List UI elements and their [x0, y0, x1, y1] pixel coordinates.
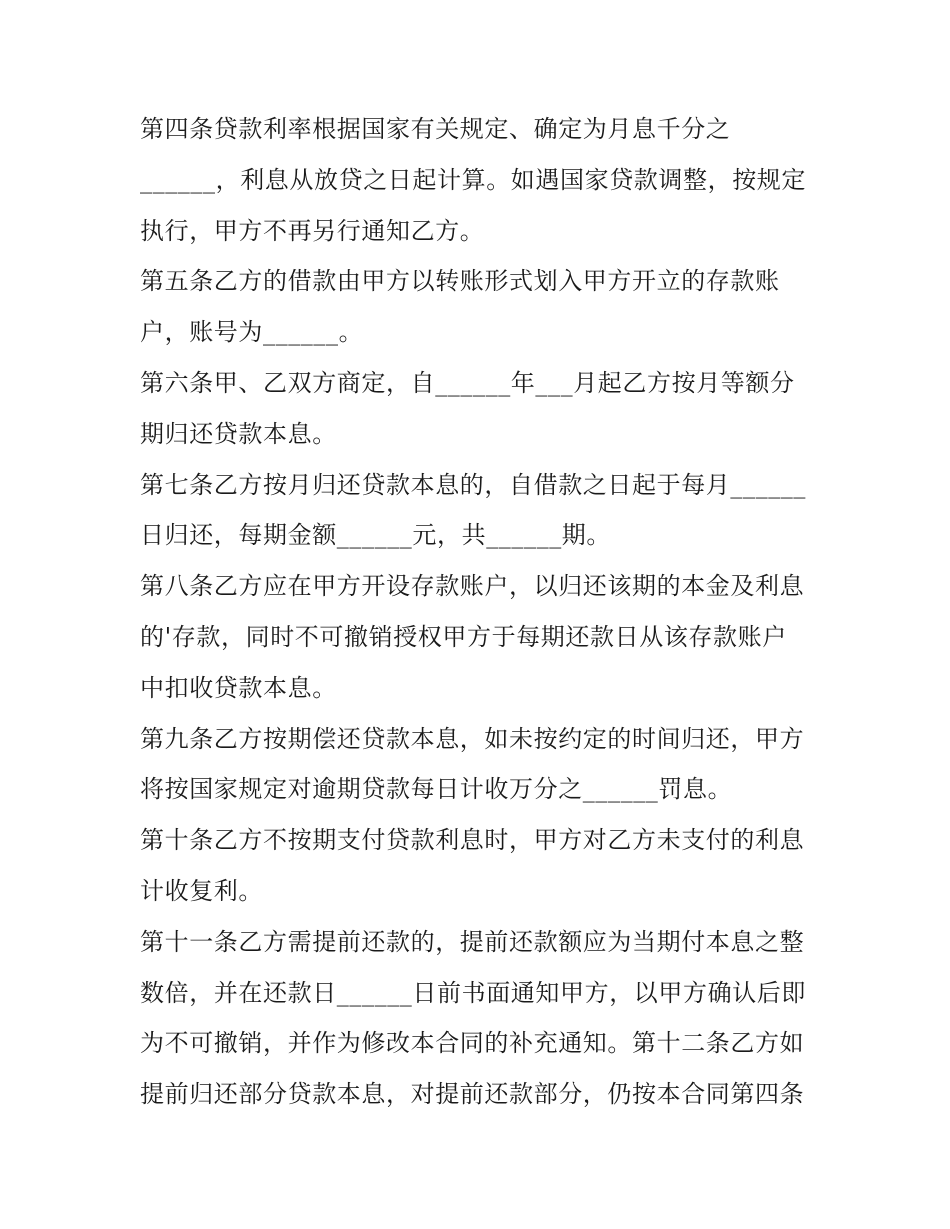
text-line-article-10-2: 计收复利。 [140, 876, 263, 905]
text-line-article-8-3: 中扣收贷款本息。 [140, 673, 337, 702]
text-line-article-8-1: 第八条乙方应在甲方开设存款账户，以归还该期的本金及利息 [140, 572, 805, 601]
text-line-article-12-1: 提前归还部分贷款本息，对提前还款部分，仍按本合同第四条 [140, 1080, 805, 1109]
text-line-article-4-3: 执行，甲方不再另行通知乙方。 [140, 216, 485, 245]
contract-body [140, 104, 816, 1120]
text-line-article-11-2: 数倍，并在还款日______日前书面通知甲方，以甲方确认后即 [140, 978, 806, 1007]
text-line-article-7-1: 第七条乙方按月归还贷款本息的，自借款之日起于每月______ [140, 470, 806, 499]
text-line-article-9-2: 将按国家规定对逾期贷款每日计收万分之______罚息。 [140, 775, 733, 804]
text-line-article-5-1: 第五条乙方的借款由甲方以转账形式划入甲方开立的存款账 [140, 267, 780, 296]
text-line-article-11-1: 第十一条乙方需提前还款的，提前还款额应为当期付本息之整 [140, 927, 805, 956]
text-line-article-5-2: 户，账号为______。 [140, 318, 364, 347]
text-line-article-6-2: 期归还贷款本息。 [140, 419, 337, 448]
text-line-article-7-2: 日归还，每期金额______元，共______期。 [140, 521, 611, 550]
text-line-article-4-1: 第四条贷款利率根据国家有关规定、确定为月息千分之 [140, 115, 731, 143]
text-line-article-8-2: 的'存款，同时不可撤销授权甲方于每期还款日从该存款账户 [140, 622, 787, 651]
text-line-article-6-1: 第六条甲、乙双方商定，自______年___月起乙方按月等额分 [140, 368, 795, 397]
text-line-article-11-3: 为不可撤销，并作为修改本合同的补充通知。第十二条乙方如 [140, 1029, 805, 1058]
text-line-article-4-2: ______，利息从放贷之日起计算。如遇国家贷款调整，按规定 [140, 165, 806, 194]
text-line-article-9-1: 第九条乙方按期偿还贷款本息，如未按约定的时间归还，甲方 [140, 724, 805, 753]
text-line-article-10-1: 第十条乙方不按期支付贷款利息时，甲方对乙方未支付的利息 [140, 826, 805, 855]
